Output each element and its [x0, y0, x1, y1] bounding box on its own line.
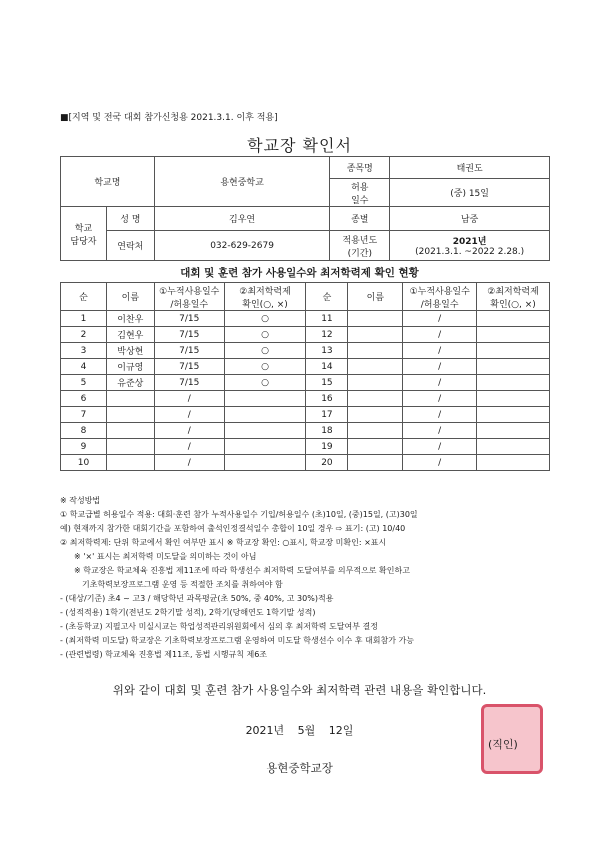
row-days: / [403, 359, 477, 375]
header-check: ②최저학력제 확인(○, ×) [477, 283, 550, 311]
row-no: 20 [306, 455, 348, 471]
row-no: 9 [61, 439, 107, 455]
row-check [477, 391, 550, 407]
category-label: 종별 [330, 207, 390, 231]
document-title: 학교장 확인서 [247, 136, 352, 155]
row-no: 13 [306, 343, 348, 359]
table-row [61, 311, 550, 327]
instruction-line: ※ '×' 표시는 최저학력 미도달을 의미하는 것이 아님 [74, 552, 257, 561]
row-name [348, 391, 403, 407]
row-days: / [403, 375, 477, 391]
row-check: ○ [224, 375, 306, 391]
instruction-line: - (대상/기준) 초4 ~ 고3 / 해당학년 과목평균(초 50%, 중 40%, 고 30%)적용 [60, 594, 334, 603]
header-no: 순 [61, 283, 107, 311]
row-days: / [154, 439, 224, 455]
contact-value: 032-629-2679 [154, 231, 330, 261]
row-name [348, 439, 403, 455]
row-no: 1 [61, 311, 107, 327]
row-name [348, 407, 403, 423]
row-name [348, 343, 403, 359]
table-row [61, 423, 550, 439]
staff-label: 학교 담당자 [61, 207, 107, 261]
row-days: / [154, 391, 224, 407]
table-row [61, 391, 550, 407]
row-no: 6 [61, 391, 107, 407]
row-days: / [403, 407, 477, 423]
row-name [348, 327, 403, 343]
instruction-line: ② 최저학력제: 단위 학교에서 확인 여부만 표시 ※ 학교장 확인: ○표시, 학교장 미확인: ×표시 [60, 538, 387, 547]
header-note: ■[지역 및 전국 대회 참가신청용 2021.3.1. 이후 적용] [60, 113, 278, 123]
row-name [348, 423, 403, 439]
table-row [61, 343, 550, 359]
row-name [348, 455, 403, 471]
row-days: / [403, 391, 477, 407]
row-check: ○ [224, 359, 306, 375]
row-check [224, 391, 306, 407]
year-value: 2021년 (2021.3.1. ~2022 2.28.) [390, 231, 550, 261]
table-row [61, 455, 550, 471]
row-check [477, 455, 550, 471]
row-name [106, 455, 154, 471]
seal-label: (직인) [488, 738, 518, 751]
row-check [477, 407, 550, 423]
row-days: 7/15 [154, 359, 224, 375]
row-check [224, 439, 306, 455]
sport-label: 종목명 [330, 157, 390, 179]
instruction-line: ※ 작성방법 [60, 496, 101, 505]
header-name: 이름 [348, 283, 403, 311]
row-no: 16 [306, 391, 348, 407]
instruction-line: 기초학력보장프로그램 운영 등 적절한 조치를 취하여야 함 [82, 580, 283, 589]
row-no: 3 [61, 343, 107, 359]
instruction-line: - (관련법령) 학교체육 진흥법 제11조, 동법 시행규칙 제6조 [60, 650, 268, 659]
contact-label: 연락처 [106, 231, 154, 261]
row-check: ○ [224, 343, 306, 359]
row-no: 4 [61, 359, 107, 375]
row-no: 14 [306, 359, 348, 375]
row-check [224, 455, 306, 471]
row-check: ○ [224, 311, 306, 327]
row-no: 17 [306, 407, 348, 423]
row-no: 5 [61, 375, 107, 391]
row-no: 18 [306, 423, 348, 439]
header-no: 순 [306, 283, 348, 311]
row-name: 박상현 [106, 343, 154, 359]
sport-value: 태권도 [390, 157, 550, 179]
instruction-line: - (최저학력 미도달) 학교장은 기초학력보장프로그램 운영하여 미도달 학생선수 이수 후 대회참가 가능 [60, 636, 414, 645]
table-row [61, 359, 550, 375]
row-no: 15 [306, 375, 348, 391]
confirmation-statement: 위와 같이 대회 및 훈련 참가 사용일수와 최저학력 관련 내용을 확인합니다. [112, 683, 487, 697]
header-days: ①누적사용일수 /허용일수 [154, 283, 224, 311]
name-value: 김우연 [154, 207, 330, 231]
row-check [477, 311, 550, 327]
row-days: 7/15 [154, 327, 224, 343]
row-check [477, 327, 550, 343]
allowed-days-label: 허용 일수 [330, 179, 390, 207]
row-days: / [154, 455, 224, 471]
row-name [348, 311, 403, 327]
row-name: 이규영 [106, 359, 154, 375]
writing-instructions [60, 494, 560, 662]
instruction-line: 예) 현재까지 참가한 대회기간을 포함하여 출석인정결석일수 총합이 10일 경우 ⇨ 표기: (고) 10/40 [60, 524, 406, 533]
category-value: 남중 [390, 207, 550, 231]
row-check [477, 343, 550, 359]
instruction-line: ① 학교급별 허용일수 적용: 대회·훈련 참가 누적사용일수 기입/허용일수 (초)10일, (중)15일, (고)30일 [60, 510, 418, 519]
school-label: 학교명 [61, 157, 155, 207]
row-name [106, 391, 154, 407]
row-days: / [403, 455, 477, 471]
row-name [348, 359, 403, 375]
instruction-line: - (성적적용) 1학기(전년도 2학기말 성적), 2학기(당해연도 1학기말 성적) [60, 608, 316, 617]
row-check [224, 423, 306, 439]
row-no: 8 [61, 423, 107, 439]
row-name: 김현우 [106, 327, 154, 343]
issue-date: 2021년 5월 12일 [245, 724, 354, 737]
row-no: 12 [306, 327, 348, 343]
instruction-line: - (초등학교) 지필고사 미실시교는 학업성적관리위원회에서 심의 후 최저학력 도달여부 결정 [60, 622, 378, 631]
row-no: 7 [61, 407, 107, 423]
header-check: ②최저학력제 확인(○, ×) [224, 283, 306, 311]
row-check [224, 407, 306, 423]
row-no: 19 [306, 439, 348, 455]
row-no: 10 [61, 455, 107, 471]
row-days: / [403, 343, 477, 359]
row-name [106, 423, 154, 439]
row-name: 유준상 [106, 375, 154, 391]
row-check: ○ [224, 327, 306, 343]
row-days: 7/15 [154, 343, 224, 359]
row-days: / [154, 423, 224, 439]
header-days: ①누적사용일수 /허용일수 [403, 283, 477, 311]
instruction-line: ※ 학교장은 학교체육 진흥법 제11조에 따라 학생선수 최저학력 도달여부를 의무적으로 확인하고 [74, 566, 410, 575]
row-name: 이찬우 [106, 311, 154, 327]
row-name [106, 439, 154, 455]
table-row [61, 375, 550, 391]
row-check [477, 359, 550, 375]
table-row [61, 439, 550, 455]
records-table [60, 282, 550, 471]
row-days: 7/15 [154, 311, 224, 327]
row-days: / [403, 439, 477, 455]
row-name [348, 375, 403, 391]
row-days: / [403, 327, 477, 343]
info-table [60, 156, 550, 261]
row-name [106, 407, 154, 423]
row-no: 11 [306, 311, 348, 327]
name-label: 성 명 [106, 207, 154, 231]
allowed-days-value: (중) 15일 [390, 179, 550, 207]
table-row [61, 327, 550, 343]
records-title: 대회 및 훈련 참가 사용일수와 최저학력제 확인 현황 [180, 267, 419, 279]
row-days: / [154, 407, 224, 423]
row-days: / [403, 311, 477, 327]
header-name: 이름 [106, 283, 154, 311]
school-name: 용현중학교 [154, 157, 330, 207]
principal-signature: 용현중학교장 [266, 761, 333, 775]
table-row [61, 407, 550, 423]
row-check [477, 439, 550, 455]
row-days: 7/15 [154, 375, 224, 391]
row-no: 2 [61, 327, 107, 343]
row-check [477, 423, 550, 439]
year-label: 적용년도 (기간) [330, 231, 390, 261]
row-days: / [403, 423, 477, 439]
row-check [477, 375, 550, 391]
